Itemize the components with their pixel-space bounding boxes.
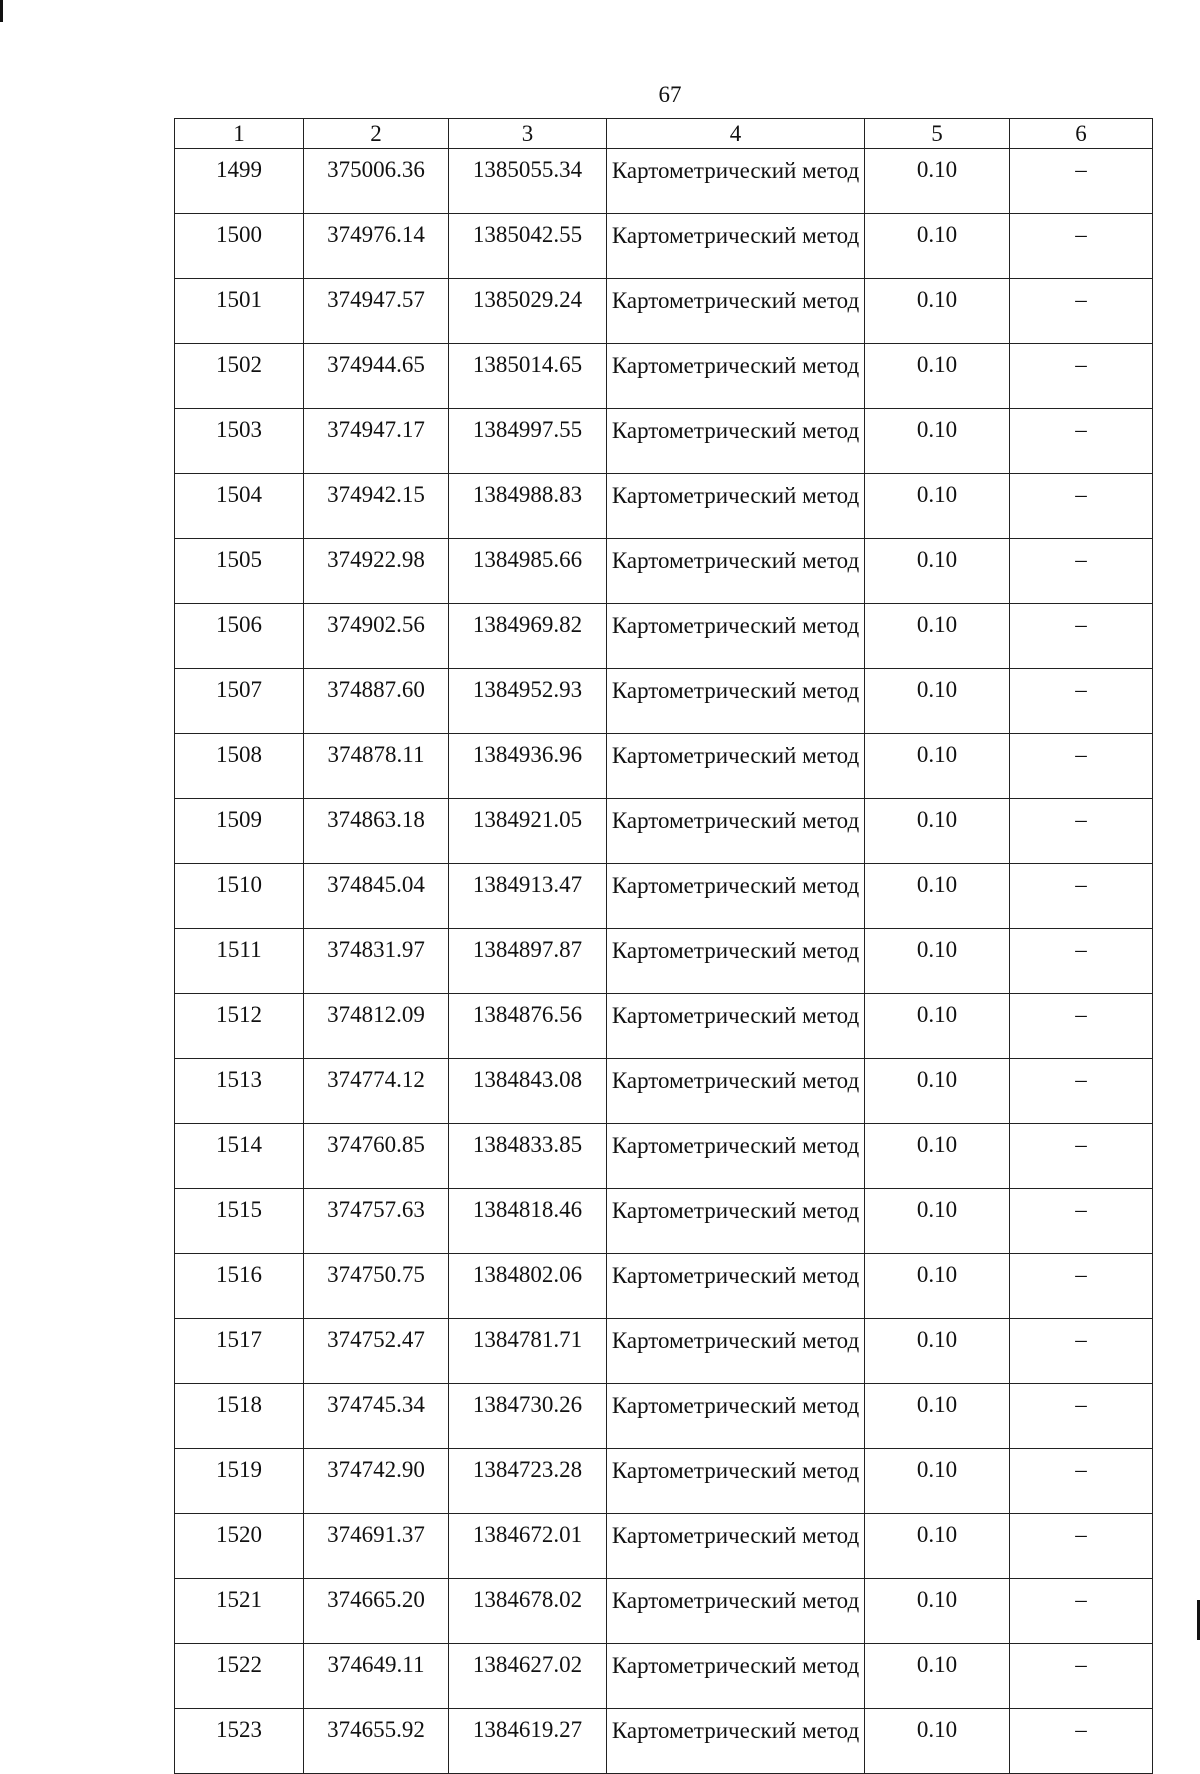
page-number: 67 [658, 82, 682, 107]
method-cell: Картометрический метод [607, 1384, 865, 1449]
method-cell: Картометрический метод [607, 149, 865, 214]
description-cell: – [1010, 1579, 1153, 1644]
description-cell: – [1010, 864, 1153, 929]
description-cell: – [1010, 799, 1153, 864]
description-cell: – [1010, 474, 1153, 539]
method-cell: Картометрический метод [607, 344, 865, 409]
point-number-cell: 1505 [175, 539, 304, 604]
x-coordinate-cell: 374774.12 [304, 1059, 449, 1124]
description-cell: – [1010, 214, 1153, 279]
x-coordinate-cell: 375006.36 [304, 149, 449, 214]
method-cell: Картометрический метод [607, 929, 865, 994]
table-row [175, 1449, 1153, 1514]
y-coordinate-cell: 1384619.27 [449, 1709, 607, 1774]
description-cell: – [1010, 1319, 1153, 1384]
method-cell: Картометрический метод [607, 1449, 865, 1514]
column-header: 2 [304, 119, 449, 149]
y-coordinate-cell: 1384730.26 [449, 1384, 607, 1449]
description-cell: – [1010, 1644, 1153, 1709]
point-number-cell: 1517 [175, 1319, 304, 1384]
y-coordinate-cell: 1384988.83 [449, 474, 607, 539]
y-coordinate-cell: 1384969.82 [449, 604, 607, 669]
scan-edge-mark [0, 0, 3, 22]
table-header-row [175, 119, 1153, 149]
accuracy-cell: 0.10 [865, 994, 1010, 1059]
method-cell: Картометрический метод [607, 539, 865, 604]
accuracy-cell: 0.10 [865, 1449, 1010, 1514]
column-header: 5 [865, 119, 1010, 149]
method-cell: Картометрический метод [607, 1254, 865, 1319]
table-body [175, 149, 1153, 1774]
point-number-cell: 1503 [175, 409, 304, 474]
method-cell: Картометрический метод [607, 1709, 865, 1774]
description-cell: – [1010, 409, 1153, 474]
column-header: 6 [1010, 119, 1153, 149]
x-coordinate-cell: 374812.09 [304, 994, 449, 1059]
x-coordinate-cell: 374976.14 [304, 214, 449, 279]
point-number-cell: 1521 [175, 1579, 304, 1644]
y-coordinate-cell: 1385014.65 [449, 344, 607, 409]
accuracy-cell: 0.10 [865, 1514, 1010, 1579]
accuracy-cell: 0.10 [865, 539, 1010, 604]
column-header: 3 [449, 119, 607, 149]
column-header: 4 [607, 119, 865, 149]
y-coordinate-cell: 1384897.87 [449, 929, 607, 994]
y-coordinate-cell: 1384802.06 [449, 1254, 607, 1319]
point-number-cell: 1499 [175, 149, 304, 214]
y-coordinate-cell: 1384678.02 [449, 1579, 607, 1644]
accuracy-cell: 0.10 [865, 1124, 1010, 1189]
y-coordinate-cell: 1385029.24 [449, 279, 607, 344]
x-coordinate-cell: 374745.34 [304, 1384, 449, 1449]
y-coordinate-cell: 1384833.85 [449, 1124, 607, 1189]
table-row [175, 344, 1153, 409]
x-coordinate-cell: 374944.65 [304, 344, 449, 409]
accuracy-cell: 0.10 [865, 1189, 1010, 1254]
method-cell: Картометрический метод [607, 1514, 865, 1579]
x-coordinate-cell: 374887.60 [304, 669, 449, 734]
point-number-cell: 1504 [175, 474, 304, 539]
coordinates-table [174, 118, 1153, 1774]
method-cell: Картометрический метод [607, 1189, 865, 1254]
y-coordinate-cell: 1384843.08 [449, 1059, 607, 1124]
method-cell: Картометрический метод [607, 1124, 865, 1189]
accuracy-cell: 0.10 [865, 1319, 1010, 1384]
description-cell: – [1010, 149, 1153, 214]
description-cell: – [1010, 1254, 1153, 1319]
description-cell: – [1010, 669, 1153, 734]
table-row [175, 1514, 1153, 1579]
point-number-cell: 1507 [175, 669, 304, 734]
y-coordinate-cell: 1384672.01 [449, 1514, 607, 1579]
description-cell: – [1010, 994, 1153, 1059]
table-row [175, 929, 1153, 994]
method-cell: Картометрический метод [607, 864, 865, 929]
table-row [175, 474, 1153, 539]
table-row [175, 1384, 1153, 1449]
y-coordinate-cell: 1384818.46 [449, 1189, 607, 1254]
table-row [175, 604, 1153, 669]
point-number-cell: 1514 [175, 1124, 304, 1189]
description-cell: – [1010, 1449, 1153, 1514]
description-cell: – [1010, 1124, 1153, 1189]
description-cell: – [1010, 734, 1153, 799]
x-coordinate-cell: 374922.98 [304, 539, 449, 604]
x-coordinate-cell: 374942.15 [304, 474, 449, 539]
accuracy-cell: 0.10 [865, 669, 1010, 734]
accuracy-cell: 0.10 [865, 149, 1010, 214]
table-row [175, 539, 1153, 604]
point-number-cell: 1511 [175, 929, 304, 994]
table-row [175, 994, 1153, 1059]
x-coordinate-cell: 374947.17 [304, 409, 449, 474]
table-row [175, 864, 1153, 929]
accuracy-cell: 0.10 [865, 474, 1010, 539]
table-row [175, 799, 1153, 864]
method-cell: Картометрический метод [607, 1319, 865, 1384]
x-coordinate-cell: 374691.37 [304, 1514, 449, 1579]
table-row [175, 149, 1153, 214]
accuracy-cell: 0.10 [865, 214, 1010, 279]
method-cell: Картометрический метод [607, 279, 865, 344]
method-cell: Картометрический метод [607, 1644, 865, 1709]
y-coordinate-cell: 1384997.55 [449, 409, 607, 474]
method-cell: Картометрический метод [607, 474, 865, 539]
point-number-cell: 1509 [175, 799, 304, 864]
description-cell: – [1010, 1514, 1153, 1579]
method-cell: Картометрический метод [607, 409, 865, 474]
point-number-cell: 1513 [175, 1059, 304, 1124]
x-coordinate-cell: 374845.04 [304, 864, 449, 929]
accuracy-cell: 0.10 [865, 1709, 1010, 1774]
x-coordinate-cell: 374649.11 [304, 1644, 449, 1709]
description-cell: – [1010, 1059, 1153, 1124]
point-number-cell: 1522 [175, 1644, 304, 1709]
table-row [175, 734, 1153, 799]
table-row [175, 669, 1153, 734]
description-cell: – [1010, 604, 1153, 669]
point-number-cell: 1502 [175, 344, 304, 409]
table-row [175, 1059, 1153, 1124]
table-row [175, 1644, 1153, 1709]
point-number-cell: 1520 [175, 1514, 304, 1579]
point-number-cell: 1515 [175, 1189, 304, 1254]
y-coordinate-cell: 1384781.71 [449, 1319, 607, 1384]
table-row [175, 1709, 1153, 1774]
x-coordinate-cell: 374752.47 [304, 1319, 449, 1384]
y-coordinate-cell: 1384876.56 [449, 994, 607, 1059]
description-cell: – [1010, 1384, 1153, 1449]
point-number-cell: 1508 [175, 734, 304, 799]
y-coordinate-cell: 1385055.34 [449, 149, 607, 214]
accuracy-cell: 0.10 [865, 799, 1010, 864]
accuracy-cell: 0.10 [865, 1644, 1010, 1709]
accuracy-cell: 0.10 [865, 864, 1010, 929]
accuracy-cell: 0.10 [865, 1254, 1010, 1319]
description-cell: – [1010, 279, 1153, 344]
table-row [175, 1189, 1153, 1254]
y-coordinate-cell: 1385042.55 [449, 214, 607, 279]
point-number-cell: 1518 [175, 1384, 304, 1449]
method-cell: Картометрический метод [607, 799, 865, 864]
description-cell: – [1010, 1709, 1153, 1774]
accuracy-cell: 0.10 [865, 344, 1010, 409]
y-coordinate-cell: 1384952.93 [449, 669, 607, 734]
x-coordinate-cell: 374742.90 [304, 1449, 449, 1514]
column-header: 1 [175, 119, 304, 149]
table-row [175, 1319, 1153, 1384]
y-coordinate-cell: 1384936.96 [449, 734, 607, 799]
method-cell: Картометрический метод [607, 604, 865, 669]
y-coordinate-cell: 1384913.47 [449, 864, 607, 929]
x-coordinate-cell: 374947.57 [304, 279, 449, 344]
point-number-cell: 1506 [175, 604, 304, 669]
method-cell: Картометрический метод [607, 994, 865, 1059]
y-coordinate-cell: 1384723.28 [449, 1449, 607, 1514]
accuracy-cell: 0.10 [865, 1384, 1010, 1449]
y-coordinate-cell: 1384985.66 [449, 539, 607, 604]
table-row [175, 1124, 1153, 1189]
accuracy-cell: 0.10 [865, 929, 1010, 994]
accuracy-cell: 0.10 [865, 409, 1010, 474]
accuracy-cell: 0.10 [865, 1059, 1010, 1124]
x-coordinate-cell: 374757.63 [304, 1189, 449, 1254]
accuracy-cell: 0.10 [865, 279, 1010, 344]
description-cell: – [1010, 344, 1153, 409]
table-row [175, 1254, 1153, 1319]
accuracy-cell: 0.10 [865, 604, 1010, 669]
point-number-cell: 1516 [175, 1254, 304, 1319]
description-cell: – [1010, 929, 1153, 994]
x-coordinate-cell: 374655.92 [304, 1709, 449, 1774]
x-coordinate-cell: 374878.11 [304, 734, 449, 799]
point-number-cell: 1519 [175, 1449, 304, 1514]
point-number-cell: 1523 [175, 1709, 304, 1774]
x-coordinate-cell: 374863.18 [304, 799, 449, 864]
y-coordinate-cell: 1384921.05 [449, 799, 607, 864]
x-coordinate-cell: 374750.75 [304, 1254, 449, 1319]
method-cell: Картометрический метод [607, 734, 865, 799]
point-number-cell: 1500 [175, 214, 304, 279]
x-coordinate-cell: 374902.56 [304, 604, 449, 669]
table-row [175, 279, 1153, 344]
y-coordinate-cell: 1384627.02 [449, 1644, 607, 1709]
accuracy-cell: 0.10 [865, 734, 1010, 799]
method-cell: Картометрический метод [607, 1579, 865, 1644]
table-row [175, 1579, 1153, 1644]
method-cell: Картометрический метод [607, 669, 865, 734]
point-number-cell: 1501 [175, 279, 304, 344]
x-coordinate-cell: 374760.85 [304, 1124, 449, 1189]
point-number-cell: 1512 [175, 994, 304, 1059]
table-row [175, 409, 1153, 474]
point-number-cell: 1510 [175, 864, 304, 929]
x-coordinate-cell: 374831.97 [304, 929, 449, 994]
table-row [175, 214, 1153, 279]
method-cell: Картометрический метод [607, 1059, 865, 1124]
description-cell: – [1010, 539, 1153, 604]
accuracy-cell: 0.10 [865, 1579, 1010, 1644]
description-cell: – [1010, 1189, 1153, 1254]
method-cell: Картометрический метод [607, 214, 865, 279]
x-coordinate-cell: 374665.20 [304, 1579, 449, 1644]
